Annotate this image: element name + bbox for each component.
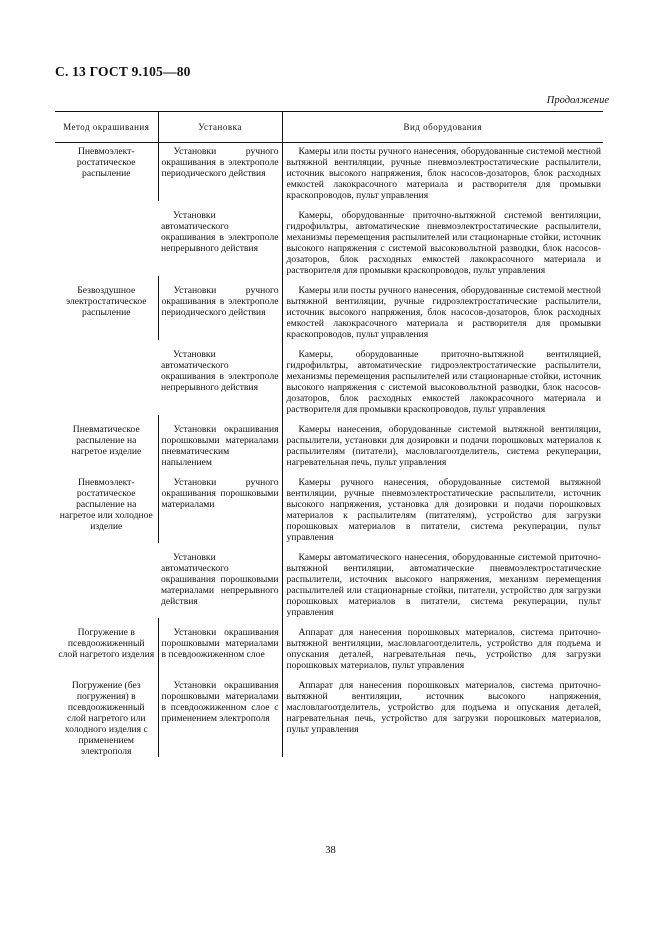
installation-cell: Установки ручного окрашивания порошковыми материалами [158,474,282,543]
installation-cell: Установки окрашивания порошковыми материалами в псевдоожиженном слое с применением электрополя [158,677,282,757]
installation-cell: Установки автоматического окрашивания в электрополе непрерывного действия [161,210,279,254]
column-header-installation: Установка [158,112,282,143]
method-cell: Погружение (без погружения) в псевдоожиженный слой нагретого или холодного изделия с применением электрополя [64,680,148,757]
page-title: С. 13 ГОСТ 9.105—80 [55,64,191,79]
table-body [55,143,603,758]
equipment-cell: Камеры ручного нанесения, оборудованные системой вытяжной вентиляции, ручные пневмоэлектростатические распылители, источник высокого напряжения, установка для дозировки и подачи порошковых материалов к распылителям (питателям), устройство для загрузки порошковых материалов в питатели, система рекуперации, пульт управления [282,474,603,543]
installation-cell: Установки ручного окрашивания в электрополе периодического действия [158,282,282,340]
equipment-cell: Аппарат для нанесения порошковых материалов, система приточно-вытяжной вентиляции, масловлагоотделитель, устройство для подъема и опускания деталей, нагревательная печь, устройство для загрузки порошковых материалов, пульт управления [282,624,603,671]
installation-cell: Установки окрашивания порошковыми материалами пневматическим напылением [158,421,282,468]
method-cell: Безвоздушное электростатическое распыление [66,285,147,318]
table-row [55,474,603,543]
equipment-cell: Камеры, оборудованные приточно-вытяжной вентиляцией, гидрофильтры, автоматические гидроэлектростатические распылители, механизмы перемещения распылителей или стационарные стойки, источник высокого напряжения с системой высоковольтной разводки, блок насосов-дозаторов, блок расходных емкостей лакокрасочного материала и растворителя для промывки краскопроводов, пульт управления [282,346,603,415]
equipment-cell: Камеры или посты ручного нанесения, оборудованные системой местной вытяжной вентиляции, ручные пневмоэлектростатические распылители, источник высокого напряжения, блок насосов-дозаторов, блок расходных емкостей лакокрасочного материала и растворителя для промывки краскопроводов, пульт управления [282,143,603,202]
equipment-cell: Камеры нанесения, оборудованные системой вытяжной вентиляции, распылители, установки для дозировки и подачи порошковых материалов к распылителям (питатели), масловлагоотделитель, система рекуперации, нагревательная печь, пульт управления [282,421,603,468]
method-cell: Погружение в псевдоожиженный слой нагретого изделия [58,627,155,660]
equipment-table [55,111,603,757]
installation-cell: Установки ручного окрашивания в электрополе периодического действия [158,143,282,202]
equipment-cell: Камеры автоматического нанесения, оборудованные системой приточно-вытяжной вентиляции, автоматические пневмоэлектростатические распылители, источник высокого напряжения, механизм перемещения распылителей или стационарные стойки, питатели, устройство для загрузки порошковых материалов в питатели, система рекуперации, пульт управления [282,549,603,618]
method-cell: Пневмоэлект-ростатическое распыление на нагретое или холодное изделие [59,477,153,532]
table-header-row [55,112,603,143]
equipment-cell: Аппарат для нанесения порошковых материалов, система приточно-вытяжной вентиляции, источник высокого напряжения, масловлагоотделитель, устройство для подъема и опускания деталей, нагревательная печь, устройство для загрузки порошковых материалов, пульт управления [282,677,603,757]
equipment-cell: Камеры или посты ручного нанесения, оборудованные системой местной вытяжной вентиляции, ручные гидроэлектростатические распылители, источник высокого напряжения, блок насосов-дозаторов, блок расходных емкостей лакокрасочного материала и растворителя для промывки краскопроводов, пульт управления [282,282,603,340]
table-row [55,421,603,468]
page-number: 38 [325,845,336,856]
equipment-cell: Камеры, оборудованные приточно-вытяжной системой вентиляции, гидрофильтры, автоматические пневмоэлектростатические распылители, механизмы перемещения распылителей или стационарные стойки, источник высокого напряжения с системой высоковольтной разводки, блок насосов-дозаторов, блок расходных емкостей лакокрасочного материала и растворителя для промывки краскопроводов, пульт управления [282,207,603,276]
method-cell: Пневмоэлект-ростатическое распыление [76,146,136,179]
column-header-equipment: Вид оборудования [282,112,603,143]
installation-cell: Установки автоматического окрашивания в электрополе непрерывного действия [161,349,279,393]
table-row [55,677,603,757]
installation-cell: Установки окрашивания порошковыми материалами в псевдоожиженном слое [158,624,282,671]
table-row [55,143,603,202]
installation-cell: Установки автоматического окрашивания порошковыми материалами непрерывного действия [161,552,279,607]
continuation-label: Продолжение [546,95,609,106]
method-cell: Пневматическое распыление на нагретое изделие [71,424,142,457]
table-row [55,282,603,340]
table-row [55,624,603,671]
column-header-method: Метод окрашивания [55,112,158,143]
